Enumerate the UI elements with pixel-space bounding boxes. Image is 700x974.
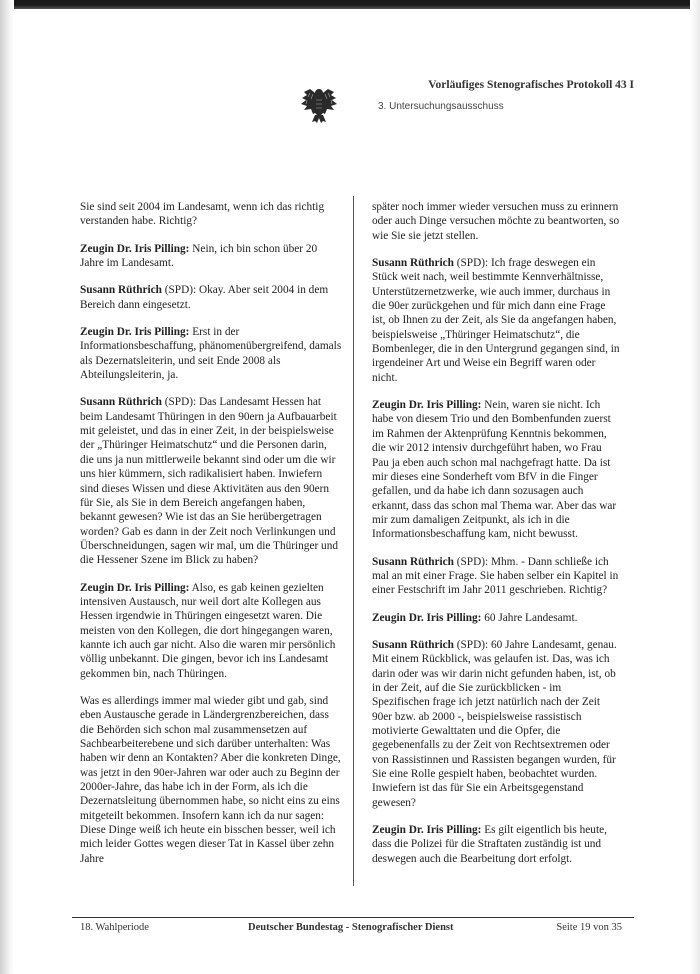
- scan-right-shadow: [690, 0, 700, 974]
- paragraph: [80, 581, 342, 681]
- footer-service: Deutscher Bundestag - Stenografischer Dienst: [248, 922, 454, 933]
- paragraph: [372, 611, 620, 625]
- speaker-name: Susann Rüthrich: [80, 284, 162, 297]
- paragraph-text: (SPD): Ich frage deswegen ein Stück weit nach, weil bestimmte Kennverhältnisse, Unterstützernetzwerke, wie auch immer, durchaus in die 90er zurückgehen und für mich dann eine Frage ist, ob Ihnen zu der Zeit, als Sie da angefangen haben, beispielsweise „Thüringer Heimatschutz“, die Bombenleger, die in den Untergrund gegangen sind, in irgendeiner Art und Weise ein Begriff waren oder nicht.: [372, 257, 620, 384]
- paragraph-text: (SPD): Okay. Aber seit 2004 in dem Bereich dann eingesetzt.: [80, 284, 329, 311]
- paragraph: [80, 694, 342, 866]
- speaker-name: Zeugin Dr. Iris Pilling:: [372, 399, 482, 412]
- paragraph-text: (SPD): Mhm. - Dann schließe ich mal an mit einer Frage. Sie haben selber ein Kapitel in einer Festschrift im Jahr 2011 geschrieben. Richtig?: [372, 555, 619, 597]
- paragraph-text: später noch immer wieder versuchen muss zu erinnern oder auch Dinge versuchen möchte zu beantworten, so wie Sie sie jetzt stellen.: [372, 201, 620, 242]
- scan-left-shadow: [0, 0, 14, 974]
- paragraph-text: 60 Jahre Landesamt.: [484, 611, 578, 624]
- speaker-name: Susann Rüthrich: [80, 396, 162, 409]
- speaker-name: Zeugin Dr. Iris Pilling:: [80, 326, 190, 339]
- paragraph-text: Es gilt eigentlich bis heute, dass die Polizei für die Straftaten zuständig ist und deswegen auch die Bearbeitung dort erfolgt.: [372, 824, 607, 865]
- paragraph: [80, 200, 342, 229]
- speaker-name: Zeugin Dr. Iris Pilling:: [80, 242, 190, 255]
- bundesadler-icon: [298, 84, 340, 126]
- paragraph: [80, 283, 342, 312]
- paragraph-text: Erst in der Informationsbeschaffung, phänomenübergreifend, damals als Dezernatsleiterin, und seit Ende 2008 als Abteilungsleiterin, ja.: [80, 326, 342, 382]
- paragraph: [372, 256, 620, 385]
- footer-rule: [72, 917, 634, 918]
- scan-top-edge: [0, 0, 700, 9]
- speaker-name: Susann Rüthrich: [372, 638, 454, 651]
- paragraph: [80, 242, 342, 271]
- paragraph: [372, 398, 620, 541]
- paragraph: [372, 638, 620, 810]
- paragraph: [372, 823, 620, 866]
- committee-name: 3. Untersuchungsausschuss: [378, 101, 504, 112]
- paragraph-text: (SPD): 60 Jahre Landesamt, genau. Mit einem Rückblick, was gelaufen ist. Das, was ich darin oder was wir darin nicht gefunden haben, ist, ob in der Zeit, auf die Sie zurückblicken - im Spezifischen frage ich jetzt natürlich nach der Zeit 90er bzw. ab 2000 -, beispielsweise rassistisch motivierte Gewalttaten und die Opfer, die gegebenenfalls zu der Zeit von Rechtsextremen oder von Rassistinnen und Rassisten begangen wurden, für Sie eine Rolle gespielt haben, beobachtet wurden. Inwiefern ist das für Sie ein Arbeitsgegenstand gewesen?: [372, 638, 617, 809]
- paragraph-text: Sie sind seit 2004 im Landesamt, wenn ich das richtig verstanden habe. Richtig?: [80, 201, 325, 228]
- paragraph-text: (SPD): Das Landesamt Hessen hat beim Landesamt Thüringen in den 90ern ja Aufbauarbeit mit geleistet, und das in einer Zeit, in der beispielsweise der „Thüringer Heimatschutz“ und die Personen darin, die uns ja nun mittlerweile bekannt sind oder um die wir uns hier kümmern, sich radikalisiert haben. Inwiefern sind dieses Wissen und diese Aktivitäten aus den 90ern für Sie, als Sie in dem Bereich angefangen haben, bekannt gewesen? Wie ist das an Sie herübergetragen worden? Gab es dann in der Zeit noch Verlinkungen und Überschneidungen, sagen wir mal, um die Thüringer und die Hessener Szene im Blick zu haben?: [80, 396, 338, 567]
- right-column: [372, 200, 620, 879]
- left-column: [80, 200, 342, 879]
- paragraph-text: Was es allerdings immer mal wieder gibt und gab, sind eben Austausche gerade in Ländergrenzbereichen, dass die Behörden sich schon mal zusammensetzen auf Sachbearbeiterebene und sich darüber unterhalten: Was haben wir denn an Kontakten? Aber die konkreten Dinge, was jetzt in den 90er-Jahren war oder auch zu Beginn der 2000er-Jahre, das habe ich in der Form, als ich die Dezernatsleitung übernommen habe, so nicht eins zu eins mitgeteilt bekommen. Insofern kann ich da nur sagen: Diese Dinge weiß ich heute ein bisschen besser, weil ich mich leider Gottes wegen dieser Tat in Kassel über zehn Jahre: [80, 694, 341, 865]
- paragraph-text: Nein, waren sie nicht. Ich habe von diesem Trio und den Bombenfunden zuerst im Rahmen der Aktenprüfung Kenntnis bekommen, die wir 2012 intensiv durchgeführt haben, wo Frau Pau ja eben auch schon mal nachgefragt hatte. Da ist mir dieses eine Sonderheft vom BfV in die Finger gefallen, und da habe ich dann sozusagen auch erkannt, dass das schon mal Thema war. Aber das war mir zum damaligen Zeitpunkt, als ich in die Informationsbeschaffung kam, nicht bewusst.: [372, 399, 617, 541]
- paragraph: [372, 200, 620, 243]
- protocol-title: Vorläufiges Stenografisches Protokoll 43 I: [428, 79, 634, 91]
- paragraph: [80, 325, 342, 382]
- speaker-name: Susann Rüthrich: [372, 555, 454, 568]
- footer-page-number: Seite 19 von 35: [556, 922, 622, 933]
- footer-period: 18. Wahlperiode: [80, 922, 149, 933]
- paragraph: [372, 555, 620, 598]
- speaker-name: Zeugin Dr. Iris Pilling:: [372, 611, 482, 624]
- paragraph-text: Also, es gab keinen gezielten intensiven Austausch, nur weil dort alte Kollegen aus Hessen irgendwie in Thüringen eingesetzt waren. Die meisten von den Kollegen, die dort hingegangen waren, kannte ich auch gar nicht. Also die waren mir persönlich völlig unbekannt. Die gingen, bevor ich ins Landesamt gekommen bin, nach Thüringen.: [80, 581, 336, 680]
- speaker-name: Susann Rüthrich: [372, 257, 454, 270]
- speaker-name: Zeugin Dr. Iris Pilling:: [372, 824, 482, 837]
- speaker-name: Zeugin Dr. Iris Pilling:: [80, 581, 190, 594]
- paragraph: [80, 395, 342, 567]
- column-divider: [353, 196, 354, 886]
- paragraph-text: Nein, ich bin schon über 20 Jahre im Landesamt.: [80, 242, 318, 270]
